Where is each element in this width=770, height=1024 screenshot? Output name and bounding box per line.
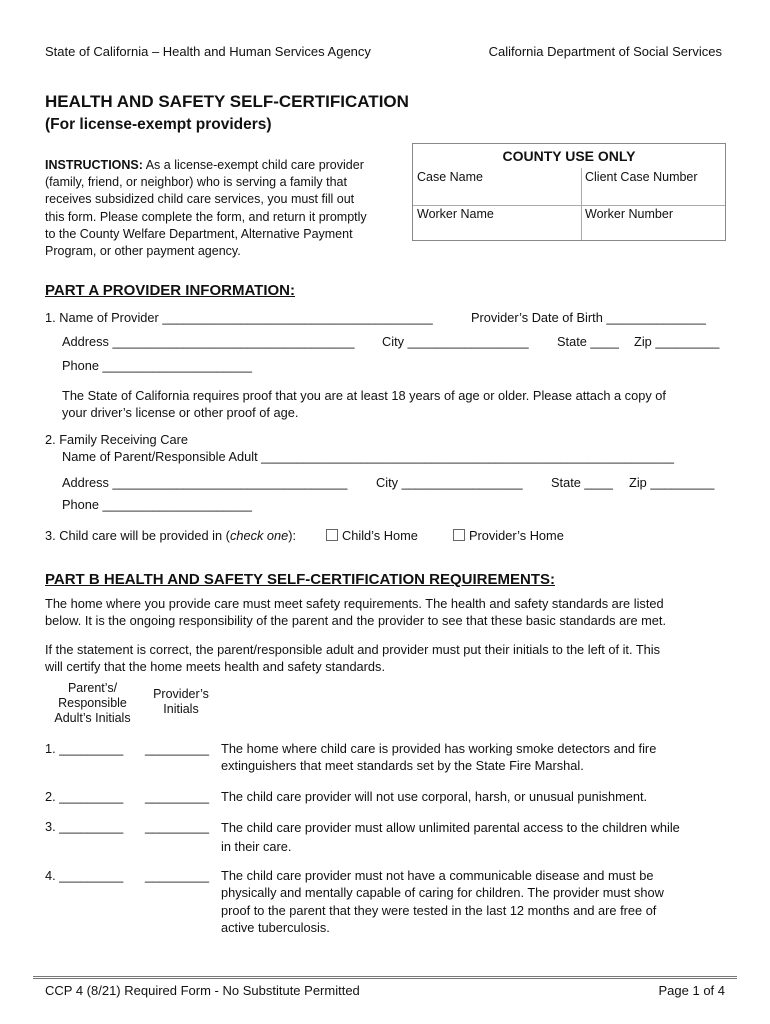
item-1-provider-initials[interactable]: _________ [145, 741, 210, 756]
item-3-provider-initials[interactable]: _________ [145, 819, 210, 834]
provider-name-field[interactable]: 1. Name of Provider ______________________________________ [45, 310, 433, 325]
item-1-parent-initials[interactable]: 1. _________ [45, 741, 124, 756]
part-b-paragraph-1: The home where you provide care must meet safety requirements. The health and safety standards are listed below. It is the ongoing responsibility of the parent and the provider to see that these basic standards are met. [45, 596, 667, 628]
part-b-paragraph-2: If the statement is correct, the parent/responsible adult and provider must put their initials to the left of it. This will certify that the home meets health and safety standards. [45, 642, 661, 674]
provider-zip-field[interactable]: Zip _________ [634, 334, 720, 349]
provider-phone-field[interactable]: Phone _____________________ [62, 358, 253, 373]
county-use-title: COUNTY USE ONLY [502, 148, 636, 164]
form-title: HEALTH AND SAFETY SELF-CERTIFICATION [45, 92, 409, 111]
providers-home-option[interactable]: Provider’s Home [453, 528, 564, 543]
childs-home-checkbox[interactable] [326, 529, 338, 541]
provider-dob-field[interactable]: Provider’s Date of Birth ______________ [471, 310, 707, 325]
item-4-parent-initials[interactable]: 4. _________ [45, 868, 124, 883]
client-case-number-field[interactable]: Client Case Number [585, 170, 698, 184]
family-phone-field[interactable]: Phone _____________________ [62, 497, 253, 512]
worker-number-field[interactable]: Worker Number [585, 207, 673, 221]
item-2-parent-initials[interactable]: 2. _________ [45, 789, 124, 804]
county-use-box [412, 143, 726, 241]
item-4-statement: The child care provider must not have a communicable disease and must be physically and mentally capable of caring for children. The provider must show proof to the parent that they were tested in the last 12 months and are free of active tuberculosis. [221, 868, 664, 935]
footer-rule [33, 976, 737, 979]
form-subtitle: (For license-exempt providers) [45, 116, 272, 133]
item-3-statement: The child care provider must allow unlimited parental access to the children while in their care. [221, 820, 680, 854]
parent-initials-column-header: Parent’s/ Responsible Adult’s Initials [54, 681, 131, 725]
item-4-provider-initials[interactable]: _________ [145, 868, 210, 883]
family-city-field[interactable]: City _________________ [376, 475, 523, 490]
proof-of-age-note: The State of California requires proof that you are at least 18 years of age or older. Please attach a copy of your driver’s license or other proof of age. [62, 388, 666, 420]
family-address-field[interactable]: Address _________________________________ [62, 475, 348, 490]
item-1-statement: The home where child care is provided has working smoke detectors and fire extinguishers that meet standards set by the State Fire Marshal. [221, 741, 657, 773]
instructions: INSTRUCTIONS: As a license-exempt child care provider (family, friend, or neighbor) who is serving a family that receives subsidized child care services, you must fill out this form. Please complete the form, and return it promptly to the County Welfare Department, Alternative Payment Program, or other payment agency. [45, 158, 367, 259]
form-number: CCP 4 (8/21) Required Form - No Substitute Permitted [45, 983, 360, 998]
item-2-statement: The child care provider will not use corporal, harsh, or unusual punishment. [221, 789, 648, 804]
care-location-question: 3. Child care will be provided in (check one): [45, 528, 297, 543]
family-state-field[interactable]: State ____ [551, 475, 613, 490]
family-zip-field[interactable]: Zip _________ [629, 475, 715, 490]
item-3-parent-initials[interactable]: 3. _________ [45, 819, 124, 834]
family-receiving-care-heading: 2. Family Receiving Care [45, 432, 188, 447]
case-name-field[interactable]: Case Name [417, 170, 483, 184]
provider-initials-column-header: Provider’s Initials [153, 687, 209, 716]
provider-state-field[interactable]: State ____ [557, 334, 619, 349]
part-a-heading: PART A PROVIDER INFORMATION: [45, 282, 295, 299]
agency-header: State of California – Health and Human Services Agency [45, 44, 371, 59]
provider-address-field[interactable]: Address __________________________________ [62, 334, 355, 349]
childs-home-option[interactable]: Child’s Home [326, 528, 418, 543]
page-number: Page 1 of 4 [658, 983, 725, 998]
provider-city-field[interactable]: City _________________ [382, 334, 529, 349]
worker-name-field[interactable]: Worker Name [417, 207, 494, 221]
department-header: California Department of Social Services [488, 44, 722, 59]
instructions-label: INSTRUCTIONS: [45, 158, 143, 172]
part-b-heading: PART B HEALTH AND SAFETY SELF-CERTIFICATION REQUIREMENTS: [45, 571, 555, 588]
parent-name-field[interactable]: Name of Parent/Responsible Adult __________________________________________________________ [62, 449, 674, 464]
providers-home-checkbox[interactable] [453, 529, 465, 541]
item-2-provider-initials[interactable]: _________ [145, 789, 210, 804]
